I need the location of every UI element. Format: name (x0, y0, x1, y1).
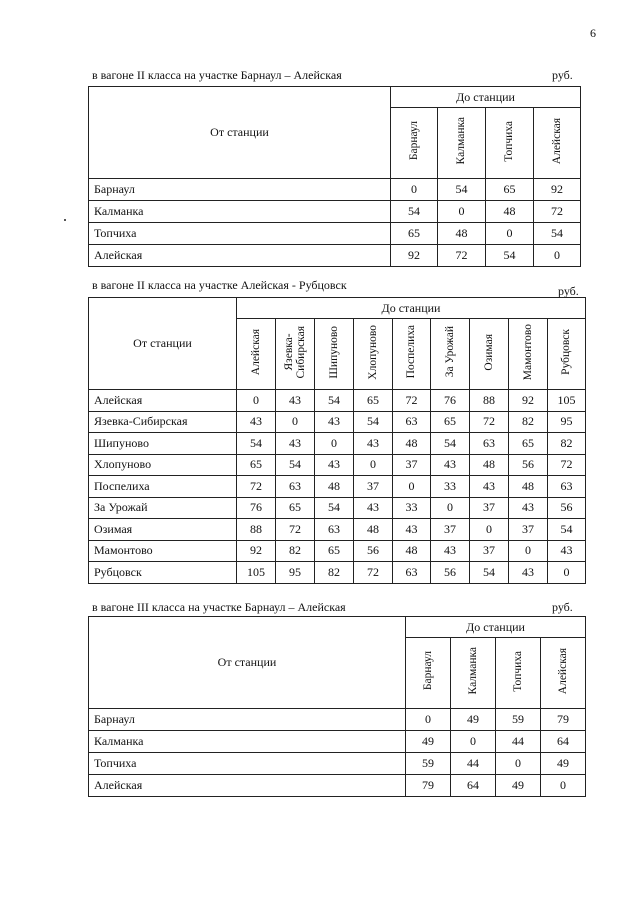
from-station-header: От станции (89, 617, 406, 709)
fare-cell: 44 (451, 753, 496, 775)
fare-cell: 43 (276, 433, 315, 455)
column-header (315, 319, 354, 390)
fare-cell: 48 (393, 433, 431, 455)
table-3-caption: в вагоне III класса на участке Барнаул – Алейская (92, 600, 346, 614)
station-name: Алейская (89, 390, 237, 412)
column-header (391, 108, 438, 179)
fare-cell: 54 (276, 454, 315, 476)
table-row (89, 245, 581, 267)
station-name: Озимая (89, 519, 237, 541)
column-header-label: Шипуново (327, 325, 340, 379)
fare-cell: 0 (541, 775, 586, 797)
fare-cell: 56 (431, 562, 470, 584)
fare-cell: 65 (431, 411, 470, 433)
table-row (89, 411, 586, 433)
station-name: Шипуново (89, 433, 237, 455)
to-station-header: До станции (391, 87, 581, 108)
fare-cell: 88 (470, 390, 509, 412)
fare-cell: 43 (509, 562, 548, 584)
table-row (89, 709, 586, 731)
column-header-label: Рубцовск (560, 329, 573, 375)
from-station-header: От станции (89, 87, 391, 179)
fare-table-3 (88, 616, 586, 797)
fare-cell: 0 (509, 540, 548, 562)
fare-cell: 48 (486, 201, 534, 223)
fare-cell: 65 (509, 433, 548, 455)
fare-cell: 65 (486, 179, 534, 201)
fare-cell: 82 (509, 411, 548, 433)
fare-cell: 56 (548, 497, 586, 519)
fare-cell: 0 (315, 433, 354, 455)
fare-cell: 56 (354, 540, 393, 562)
column-header-label: Озимая (482, 333, 495, 371)
fare-cell: 82 (548, 433, 586, 455)
fare-cell: 63 (470, 433, 509, 455)
fare-cell: 0 (391, 179, 438, 201)
fare-cell: 95 (548, 411, 586, 433)
fare-cell: 33 (431, 476, 470, 498)
column-header-label: Мамонтово (521, 323, 534, 381)
fare-cell: 79 (406, 775, 451, 797)
fare-cell: 63 (276, 476, 315, 498)
fare-cell: 105 (548, 390, 586, 412)
column-header-label: Барнаул (407, 121, 420, 161)
fare-cell: 48 (354, 519, 393, 541)
table-row (89, 519, 586, 541)
column-header (509, 319, 548, 390)
fare-cell: 43 (431, 454, 470, 476)
column-header-label: Калманка (455, 117, 468, 165)
column-header (393, 319, 431, 390)
fare-cell: 65 (276, 497, 315, 519)
fare-cell: 43 (548, 540, 586, 562)
header-row (89, 298, 586, 319)
fare-cell: 72 (534, 201, 581, 223)
station-name: Калманка (89, 201, 391, 223)
fare-cell: 37 (509, 519, 548, 541)
fare-cell: 82 (315, 562, 354, 584)
fare-cell: 43 (393, 519, 431, 541)
table-row (89, 476, 586, 498)
fare-cell: 65 (391, 223, 438, 245)
station-name: Алейская (89, 775, 406, 797)
station-name: Топчиха (89, 753, 406, 775)
table-row (89, 454, 586, 476)
station-name: Калманка (89, 731, 406, 753)
fare-cell: 48 (438, 223, 486, 245)
column-header (354, 319, 393, 390)
column-header-label: Топчиха (511, 650, 524, 692)
fare-cell: 54 (315, 497, 354, 519)
fare-cell: 48 (393, 540, 431, 562)
fare-cell: 64 (541, 731, 586, 753)
fare-cell: 0 (406, 709, 451, 731)
column-header (406, 638, 451, 709)
fare-cell: 49 (541, 753, 586, 775)
fare-cell: 48 (509, 476, 548, 498)
fare-cell: 95 (276, 562, 315, 584)
fare-cell: 54 (534, 223, 581, 245)
scan-speck (64, 219, 66, 221)
column-header-label: Алейская (550, 117, 563, 165)
table-row (89, 562, 586, 584)
to-station-header: До станции (237, 298, 586, 319)
fare-cell: 48 (315, 476, 354, 498)
fare-cell: 65 (237, 454, 276, 476)
fare-cell: 43 (315, 411, 354, 433)
fare-cell: 44 (496, 731, 541, 753)
column-header (438, 108, 486, 179)
page-number: 6 (590, 26, 596, 40)
table-1-caption: в вагоне II класса на участке Барнаул – Алейская (92, 68, 342, 82)
column-header-label: Топчиха (503, 120, 516, 162)
column-header (451, 638, 496, 709)
table-2-caption: в вагоне II класса на участке Алейская - Рубцовск (92, 278, 347, 292)
fare-cell: 72 (470, 411, 509, 433)
fare-cell: 76 (237, 497, 276, 519)
fare-cell: 72 (354, 562, 393, 584)
fare-table-2 (88, 297, 586, 584)
station-name: Хлопуново (89, 454, 237, 476)
fare-cell: 43 (431, 540, 470, 562)
fare-cell: 54 (470, 562, 509, 584)
table-row (89, 179, 581, 201)
table-1-unit: руб. (552, 68, 573, 82)
fare-cell: 49 (451, 709, 496, 731)
fare-cell: 0 (548, 562, 586, 584)
fare-cell: 43 (276, 390, 315, 412)
fare-cell: 37 (470, 540, 509, 562)
fare-cell: 0 (438, 201, 486, 223)
fare-cell: 49 (496, 775, 541, 797)
fare-cell: 37 (470, 497, 509, 519)
table-2-unit: руб. (558, 284, 579, 298)
fare-cell: 37 (431, 519, 470, 541)
fare-cell: 43 (509, 497, 548, 519)
fare-cell: 92 (534, 179, 581, 201)
fare-cell: 0 (431, 497, 470, 519)
fare-cell: 0 (486, 223, 534, 245)
fare-cell: 54 (431, 433, 470, 455)
fare-table-1 (88, 86, 581, 267)
fare-cell: 92 (509, 390, 548, 412)
fare-cell: 59 (406, 753, 451, 775)
fare-cell: 72 (438, 245, 486, 267)
fare-cell: 64 (451, 775, 496, 797)
fare-cell: 0 (393, 476, 431, 498)
station-name: Мамонтово (89, 540, 237, 562)
fare-cell: 0 (470, 519, 509, 541)
table-row (89, 753, 586, 775)
table-row (89, 540, 586, 562)
fare-cell: 43 (237, 411, 276, 433)
fare-cell: 54 (486, 245, 534, 267)
column-header (541, 638, 586, 709)
fare-cell: 56 (509, 454, 548, 476)
fare-cell: 63 (393, 411, 431, 433)
column-header (534, 108, 581, 179)
fare-cell: 43 (354, 497, 393, 519)
fare-cell: 72 (393, 390, 431, 412)
table-row (89, 201, 581, 223)
column-header (276, 319, 315, 390)
column-header-label: За Урожай (443, 326, 456, 378)
fare-cell: 33 (393, 497, 431, 519)
column-header (548, 319, 586, 390)
header-row (89, 617, 586, 638)
fare-cell: 43 (315, 454, 354, 476)
fare-cell: 79 (541, 709, 586, 731)
column-header-label: Калманка (466, 647, 479, 695)
fare-cell: 63 (393, 562, 431, 584)
table-row (89, 775, 586, 797)
station-name: Барнаул (89, 179, 391, 201)
fare-cell: 0 (534, 245, 581, 267)
fare-cell: 88 (237, 519, 276, 541)
station-name: Поспелиха (89, 476, 237, 498)
column-header-label: Поспелиха (405, 325, 418, 379)
column-header (237, 319, 276, 390)
fare-cell: 54 (315, 390, 354, 412)
fare-cell: 49 (406, 731, 451, 753)
fare-cell: 54 (548, 519, 586, 541)
station-name: Язевка-Сибирская (89, 411, 237, 433)
column-header-label: Хлопуново (366, 324, 379, 380)
fare-cell: 54 (391, 201, 438, 223)
from-station-header: От станции (89, 298, 237, 390)
fare-cell: 65 (354, 390, 393, 412)
fare-cell: 37 (354, 476, 393, 498)
column-header (470, 319, 509, 390)
fare-cell: 92 (237, 540, 276, 562)
column-header (431, 319, 470, 390)
fare-cell: 63 (315, 519, 354, 541)
station-name: Топчиха (89, 223, 391, 245)
fare-cell: 43 (470, 476, 509, 498)
station-name: За Урожай (89, 497, 237, 519)
fare-cell: 76 (431, 390, 470, 412)
station-name: Алейская (89, 245, 391, 267)
fare-cell: 54 (354, 411, 393, 433)
table-row (89, 433, 586, 455)
column-header-label: Язевка- Сибирская (282, 325, 307, 379)
fare-cell: 105 (237, 562, 276, 584)
to-station-header: До станции (406, 617, 586, 638)
fare-cell: 37 (393, 454, 431, 476)
fare-cell: 0 (276, 411, 315, 433)
fare-cell: 92 (391, 245, 438, 267)
fare-cell: 72 (548, 454, 586, 476)
fare-cell: 54 (237, 433, 276, 455)
station-name: Барнаул (89, 709, 406, 731)
fare-cell: 0 (496, 753, 541, 775)
table-row (89, 731, 586, 753)
station-name: Рубцовск (89, 562, 237, 584)
table-3-unit: руб. (552, 600, 573, 614)
table-row (89, 390, 586, 412)
table-row (89, 497, 586, 519)
fare-cell: 65 (315, 540, 354, 562)
fare-cell: 72 (237, 476, 276, 498)
column-header-label: Алейская (556, 647, 569, 695)
column-header-label: Алейская (249, 328, 262, 376)
fare-cell: 0 (354, 454, 393, 476)
fare-cell: 0 (451, 731, 496, 753)
fare-cell: 43 (354, 433, 393, 455)
header-row (89, 87, 581, 108)
fare-cell: 82 (276, 540, 315, 562)
fare-cell: 63 (548, 476, 586, 498)
column-header (496, 638, 541, 709)
fare-cell: 72 (276, 519, 315, 541)
table-row (89, 223, 581, 245)
fare-cell: 54 (438, 179, 486, 201)
fare-cell: 48 (470, 454, 509, 476)
column-header-label: Барнаул (421, 651, 434, 691)
fare-cell: 59 (496, 709, 541, 731)
fare-cell: 0 (237, 390, 276, 412)
column-header (486, 108, 534, 179)
